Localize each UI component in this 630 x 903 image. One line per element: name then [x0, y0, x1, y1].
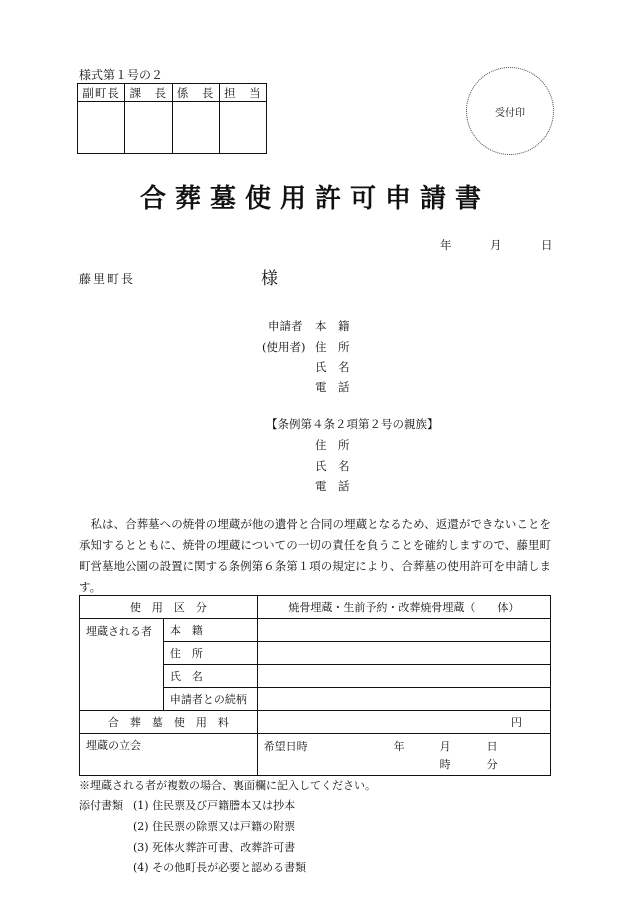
- applicant-label: 申請者: [268, 319, 303, 333]
- date-day: 日: [541, 238, 553, 252]
- applicant-address: 住 所: [315, 340, 350, 354]
- page-title: 合葬墓使用許可申請書: [139, 184, 490, 214]
- relative-address: 住 所: [315, 438, 350, 452]
- desired-month: 月: [439, 740, 451, 753]
- usage-value: 焼骨埋蔵・生前予約・改葬焼骨埋蔵（ 体）: [257, 596, 550, 619]
- applicant-phone: 電 話: [315, 380, 350, 394]
- witness-label: 埋蔵の立会: [80, 734, 258, 776]
- attachment-item: (2) 住民票の除票又は戸籍の附票: [133, 820, 296, 833]
- interred-name-label: 氏 名: [163, 665, 257, 688]
- desired-datetime-field[interactable]: [257, 734, 550, 776]
- approval-stamp-cell[interactable]: [78, 102, 125, 154]
- relative-heading: 【条例第４条２項第２号の親族】: [266, 417, 439, 431]
- desired-hour: 時: [439, 758, 451, 771]
- desired-minute: 分: [486, 758, 498, 771]
- desired-label: 希望日時: [263, 740, 308, 753]
- approval-header: 副町長: [78, 84, 125, 102]
- approval-stamp-cell[interactable]: [172, 102, 219, 154]
- attachments-label: 添付書類: [79, 799, 123, 812]
- desired-year: 年: [393, 740, 405, 753]
- applicant-name: 氏 名: [315, 360, 350, 374]
- interred-domicile-field[interactable]: [257, 619, 550, 642]
- date-month: 月: [490, 238, 502, 252]
- relative-name: 氏 名: [315, 459, 350, 473]
- fee-unit: 円: [511, 716, 522, 729]
- interred-name-field[interactable]: [257, 665, 550, 688]
- usage-label: 使 用 区 分: [80, 596, 258, 619]
- fee-label: 合 葬 墓 使 用 料: [80, 711, 258, 734]
- fee-field[interactable]: [257, 711, 550, 734]
- approval-header: 係 長: [172, 84, 219, 102]
- multiple-note: ※埋蔵される者が複数の場合、裏面欄に記入してください。: [79, 779, 376, 792]
- attachment-item: (4) その他町長が必要と認める書類: [133, 861, 307, 874]
- addressee-honorific: 様: [261, 269, 278, 289]
- desired-day: 日: [486, 740, 498, 753]
- application-table: [79, 595, 551, 776]
- form-number: 様式第１号の２: [79, 68, 164, 82]
- approval-header: 課 長: [125, 84, 172, 102]
- interred-relation-field[interactable]: [257, 688, 550, 711]
- reception-stamp: [466, 67, 554, 155]
- reception-stamp-label: 受付印: [495, 107, 525, 119]
- approval-stamp-table: [77, 83, 267, 154]
- approval-header: 担 当: [219, 84, 266, 102]
- interred-address-field[interactable]: [257, 642, 550, 665]
- interred-relation-label: 申請者との続柄: [163, 688, 257, 711]
- applicant-domicile: 本 籍: [315, 319, 350, 333]
- interred-label: 埋蔵される者: [80, 619, 164, 711]
- attachment-item: (3) 死体火葬許可書、改葬許可書: [133, 841, 296, 854]
- approval-stamp-cell[interactable]: [219, 102, 266, 154]
- interred-address-label: 住 所: [163, 642, 257, 665]
- date-year: 年: [440, 238, 452, 252]
- declaration-text: 私は、合葬墓への焼骨の埋蔵が他の遺骨と合同の埋蔵となるため、返還ができないことを承知するとともに、焼骨の埋蔵についての一切の責任を負うことを確約しますので、藤里町町営墓地公園の設置に関する条例第６条第１項の規定により、合葬墓の使用許可を申請します。: [79, 517, 551, 594]
- user-label: (使用者): [262, 340, 306, 354]
- addressee-name: 藤里町長: [79, 272, 136, 286]
- relative-phone: 電 話: [315, 479, 350, 493]
- approval-stamp-cell[interactable]: [125, 102, 172, 154]
- attachment-item: (1) 住民票及び戸籍謄本又は抄本: [133, 799, 296, 812]
- interred-domicile-label: 本 籍: [163, 619, 257, 642]
